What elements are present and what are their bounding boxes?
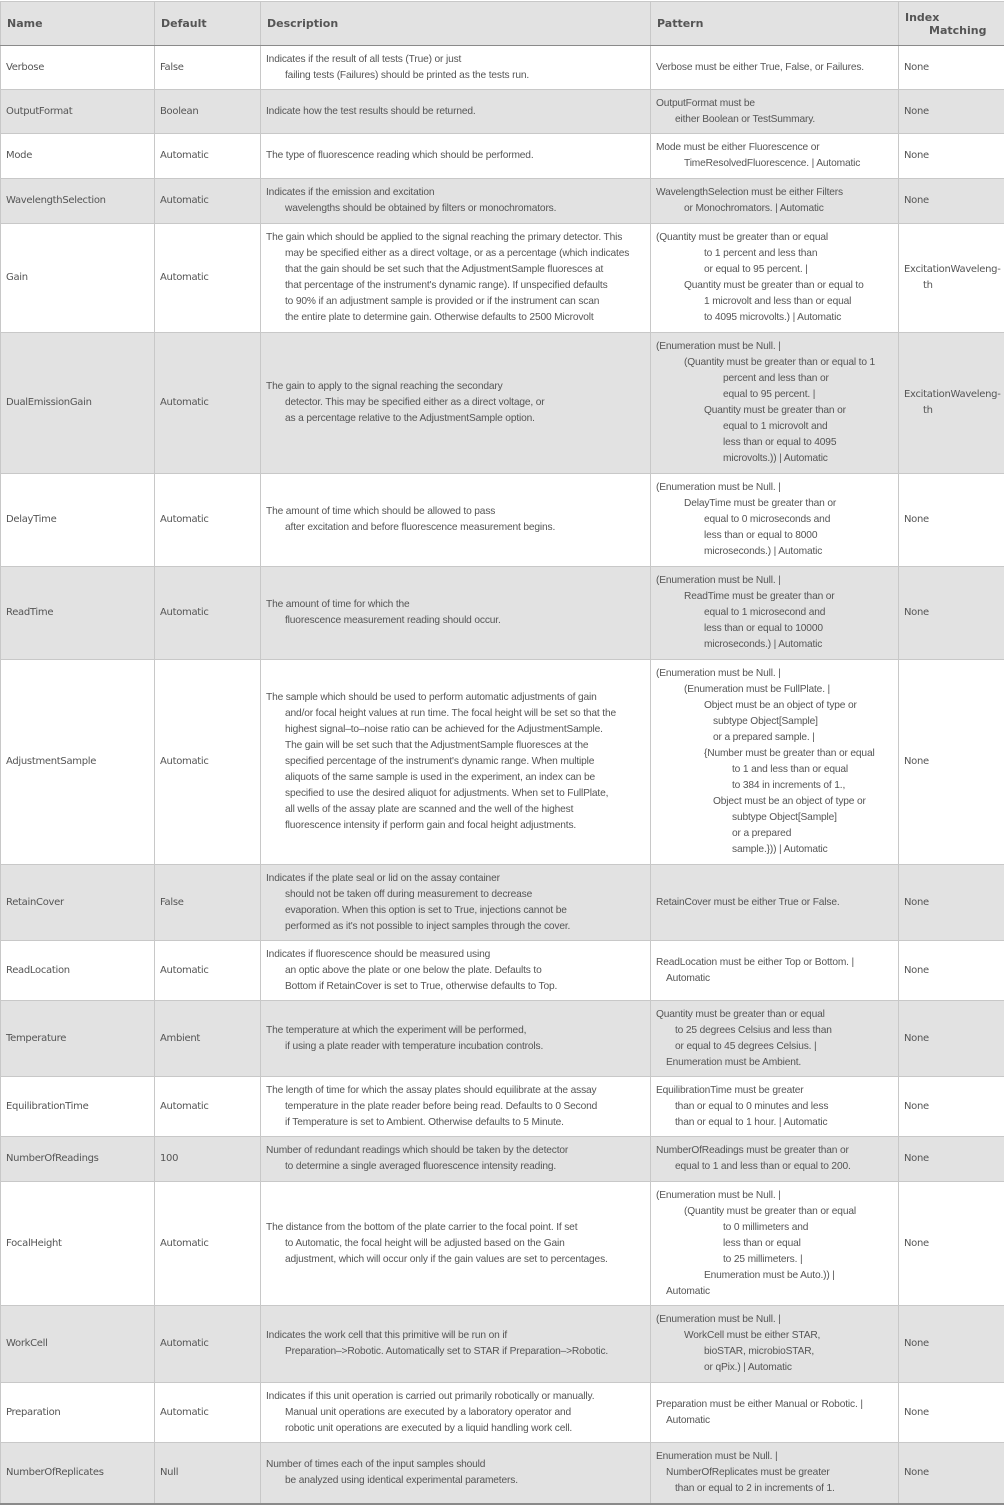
pattern-line: Automatic [656, 971, 893, 987]
option-name: FocalHeight [1, 1182, 155, 1306]
description-line: as a percentage relative to the AdjustmentSample option. [266, 411, 645, 427]
option-name: WavelengthSelection [1, 179, 155, 224]
pattern-line: equal to 1 microsecond and [656, 605, 893, 621]
pattern-line: Object must be an object of type or [656, 794, 893, 810]
option-name: OutputFormat [1, 90, 155, 134]
option-pattern [651, 1001, 899, 1077]
pattern-line: than or equal to 1 hour. | Automatic [656, 1115, 893, 1131]
table-row [1, 1443, 1004, 1504]
description-line: failing tests (Failures) should be printed as the tests run. [266, 68, 645, 84]
option-index-matching: None [899, 1077, 1004, 1137]
pattern-line: subtype Object[Sample] [656, 810, 893, 826]
option-description [261, 660, 651, 865]
pattern-line: (Enumeration must be Null. | [656, 480, 893, 496]
pattern-line: (Enumeration must be Null. | [656, 666, 893, 682]
pattern-line: (Enumeration must be Null. | [656, 1188, 893, 1204]
pattern-line: NumberOfReplicates must be greater [656, 1465, 893, 1481]
option-description [261, 224, 651, 333]
pattern-line: or a prepared sample. | [656, 730, 893, 746]
option-default: Automatic [155, 567, 261, 660]
option-index-matching: None [899, 567, 1004, 660]
pattern-line: OutputFormat must be [656, 96, 893, 112]
description-line: that the gain should be set such that the AdjustmentSample fluoresces at [266, 262, 645, 278]
option-pattern [651, 1077, 899, 1137]
option-pattern [651, 474, 899, 567]
option-index-matching: None [899, 134, 1004, 179]
option-name: DelayTime [1, 474, 155, 567]
description-line: specified to use the desired aliquot for adjustments. When set to FullPlate, [266, 786, 645, 802]
description-line: evaporation. When this option is set to True, injections cannot be [266, 903, 645, 919]
option-name: RetainCover [1, 865, 155, 941]
description-line: adjustment, which will occur only if the gain values are set to percentages. [266, 1252, 645, 1268]
header-description: Description [261, 2, 651, 46]
description-line: robotic unit operations are executed by a liquid handling work cell. [266, 1421, 645, 1437]
table-row [1, 1306, 1004, 1383]
pattern-line: Preparation must be either Manual or Robotic. | [656, 1397, 893, 1413]
option-index-matching [899, 333, 1004, 474]
pattern-line: to 25 degrees Celsius and less than [656, 1023, 893, 1039]
description-line: the entire plate to determine gain. Otherwise defaults to 2500 Microvolt [266, 310, 645, 326]
pattern-line: to 1 and less than or equal [656, 762, 893, 778]
description-line: Indicates if this unit operation is carried out primarily robotically or manually. [266, 1389, 645, 1405]
description-line: Indicate how the test results should be returned. [266, 104, 645, 120]
pattern-line: microvolts.)) | Automatic [656, 451, 893, 467]
table-row [1, 865, 1004, 941]
option-name: NumberOfReplicates [1, 1443, 155, 1504]
option-default: Boolean [155, 90, 261, 134]
option-pattern [651, 1383, 899, 1443]
option-index-matching: None [899, 46, 1004, 90]
option-description [261, 1383, 651, 1443]
pattern-line: microseconds.) | Automatic [656, 544, 893, 560]
option-description [261, 1077, 651, 1137]
description-line: if using a plate reader with temperature incubation controls. [266, 1039, 645, 1055]
description-line: all wells of the assay plate are scanned and the well of the highest [266, 802, 645, 818]
option-name: Preparation [1, 1383, 155, 1443]
pattern-line: DelayTime must be greater than or [656, 496, 893, 512]
description-line: Manual unit operations are executed by a laboratory operator and [266, 1405, 645, 1421]
option-name: Verbose [1, 46, 155, 90]
option-name: Gain [1, 224, 155, 333]
pattern-line: {Number must be greater than or equal [656, 746, 893, 762]
pattern-line: to 25 millimeters. | [656, 1252, 893, 1268]
option-index-matching: None [899, 1443, 1004, 1504]
option-default: 100 [155, 1137, 261, 1182]
option-description [261, 1443, 651, 1504]
pattern-line: equal to 95 percent. | [656, 387, 893, 403]
options-table [0, 1, 1004, 1505]
pattern-line: to 0 millimeters and [656, 1220, 893, 1236]
option-name: EquilibrationTime [1, 1077, 155, 1137]
pattern-line: sample.})) | Automatic [656, 842, 893, 858]
table-row [1, 1001, 1004, 1077]
option-default: Automatic [155, 134, 261, 179]
table-row [1, 567, 1004, 660]
pattern-line: less than or equal to 10000 [656, 621, 893, 637]
option-index-matching: None [899, 179, 1004, 224]
option-default: Ambient [155, 1001, 261, 1077]
pattern-line: subtype Object[Sample] [656, 714, 893, 730]
option-index-matching: None [899, 474, 1004, 567]
pattern-line: Enumeration must be Auto.)) | [656, 1268, 893, 1284]
pattern-line: Automatic [656, 1284, 893, 1300]
pattern-line: (Enumeration must be Null. | [656, 573, 893, 589]
option-pattern [651, 90, 899, 134]
pattern-line: bioSTAR, microbioSTAR, [656, 1344, 893, 1360]
description-line: Indicates if the plate seal or lid on the assay container [266, 871, 645, 887]
option-index-matching: None [899, 941, 1004, 1001]
option-name: AdjustmentSample [1, 660, 155, 865]
table-row [1, 941, 1004, 1001]
description-line: The distance from the bottom of the plate carrier to the focal point. If set [266, 1220, 645, 1236]
option-index-matching: None [899, 1182, 1004, 1306]
pattern-line: Enumeration must be Ambient. [656, 1055, 893, 1071]
index-matching-line: th [904, 403, 999, 419]
description-line: Number of redundant readings which should be taken by the detector [266, 1143, 645, 1159]
pattern-line: either Boolean or TestSummary. [656, 112, 893, 128]
description-line: aliquots of the same sample is used in the experiment, an index can be [266, 770, 645, 786]
pattern-line: or qPix.) | Automatic [656, 1360, 893, 1376]
table-row [1, 1383, 1004, 1443]
pattern-line: Quantity must be greater than or equal [656, 1007, 893, 1023]
pattern-line: 1 microvolt and less than or equal [656, 294, 893, 310]
description-line: performed as it's not possible to inject samples through the cover. [266, 919, 645, 935]
option-description [261, 46, 651, 90]
header-index-matching-line2: Matching [905, 24, 998, 37]
pattern-line: less than or equal to 4095 [656, 435, 893, 451]
option-description [261, 179, 651, 224]
option-pattern [651, 179, 899, 224]
pattern-line: less than or equal [656, 1236, 893, 1252]
option-pattern [651, 1182, 899, 1306]
option-default: False [155, 865, 261, 941]
header-index-matching [899, 2, 1004, 46]
description-line: The temperature at which the experiment will be performed, [266, 1023, 645, 1039]
pattern-line: WorkCell must be either STAR, [656, 1328, 893, 1344]
option-name: ReadTime [1, 567, 155, 660]
pattern-line: percent and less than or [656, 371, 893, 387]
option-name: ReadLocation [1, 941, 155, 1001]
pattern-line: (Enumeration must be Null. | [656, 339, 893, 355]
option-pattern [651, 333, 899, 474]
table-row [1, 660, 1004, 865]
pattern-line: Quantity must be greater than or equal to [656, 278, 893, 294]
pattern-line: Enumeration must be Null. | [656, 1449, 893, 1465]
pattern-line: or a prepared [656, 826, 893, 842]
description-line: fluorescence measurement reading should occur. [266, 613, 645, 629]
table-row [1, 1077, 1004, 1137]
index-matching-line: ExcitationWaveleng- [904, 387, 999, 403]
description-line: Indicates if fluorescence should be measured using [266, 947, 645, 963]
pattern-line: to 1 percent and less than [656, 246, 893, 262]
option-pattern [651, 1306, 899, 1383]
option-name: WorkCell [1, 1306, 155, 1383]
description-line: to determine a single averaged fluorescence intensity reading. [266, 1159, 645, 1175]
table-row [1, 224, 1004, 333]
pattern-line: or equal to 95 percent. | [656, 262, 893, 278]
option-description [261, 941, 651, 1001]
description-line: and/or focal height values at run time. The focal height will be set so that the [266, 706, 645, 722]
option-default: False [155, 46, 261, 90]
pattern-line: less than or equal to 8000 [656, 528, 893, 544]
description-line: fluorescence intensity if perform gain and focal height adjustments. [266, 818, 645, 834]
pattern-line: (Quantity must be greater than or equal to 1 [656, 355, 893, 371]
option-pattern [651, 1443, 899, 1504]
option-description [261, 865, 651, 941]
description-line: highest signal–to–noise ratio can be achieved for the AdjustmentSample. [266, 722, 645, 738]
pattern-line: ReadLocation must be either Top or Bottom. | [656, 955, 893, 971]
table-row [1, 333, 1004, 474]
description-line: The amount of time which should be allowed to pass [266, 504, 645, 520]
option-description [261, 333, 651, 474]
option-pattern [651, 660, 899, 865]
option-default: Automatic [155, 1077, 261, 1137]
option-index-matching: None [899, 660, 1004, 865]
header-name: Name [1, 2, 155, 46]
option-default: Automatic [155, 333, 261, 474]
description-line: should not be taken off during measurement to decrease [266, 887, 645, 903]
option-description [261, 1001, 651, 1077]
description-line: that percentage of the instrument's dynamic range). If unspecified defaults [266, 278, 645, 294]
index-matching-line: th [904, 278, 999, 294]
option-pattern [651, 1137, 899, 1182]
option-index-matching: None [899, 1306, 1004, 1383]
pattern-line: (Enumeration must be Null. | [656, 1312, 893, 1328]
description-line: Indicates if the result of all tests (True) or just [266, 52, 645, 68]
option-index-matching: None [899, 1383, 1004, 1443]
option-default: Automatic [155, 224, 261, 333]
pattern-line: (Quantity must be greater than or equal [656, 230, 893, 246]
option-description [261, 134, 651, 179]
description-line: The gain will be set such that the AdjustmentSample fluoresces at the [266, 738, 645, 754]
option-pattern [651, 134, 899, 179]
option-default: Automatic [155, 474, 261, 567]
description-line: The length of time for which the assay plates should equilibrate at the assay [266, 1083, 645, 1099]
description-line: The type of fluorescence reading which should be performed. [266, 148, 645, 164]
description-line: Indicates the work cell that this primitive will be run on if [266, 1328, 645, 1344]
pattern-line: equal to 0 microseconds and [656, 512, 893, 528]
pattern-line: (Quantity must be greater than or equal [656, 1204, 893, 1220]
description-line: be analyzed using identical experimental parameters. [266, 1473, 645, 1489]
option-index-matching [899, 224, 1004, 333]
pattern-line: EquilibrationTime must be greater [656, 1083, 893, 1099]
description-line: detector. This may be specified either as a direct voltage, or [266, 395, 645, 411]
description-line: Preparation–>Robotic. Automatically set to STAR if Preparation–>Robotic. [266, 1344, 645, 1360]
option-name: NumberOfReadings [1, 1137, 155, 1182]
pattern-line: or Monochromators. | Automatic [656, 201, 893, 217]
option-pattern [651, 865, 899, 941]
description-line: to Automatic, the focal height will be adjusted based on the Gain [266, 1236, 645, 1252]
option-pattern [651, 567, 899, 660]
description-line: may be specified either as a direct voltage, or as a percentage (which indicates [266, 246, 645, 262]
option-default: Automatic [155, 941, 261, 1001]
description-line: specified percentage of the instrument's dynamic range. When multiple [266, 754, 645, 770]
option-index-matching: None [899, 90, 1004, 134]
table-row [1, 1182, 1004, 1306]
option-default: Automatic [155, 660, 261, 865]
pattern-line: (Enumeration must be FullPlate. | [656, 682, 893, 698]
pattern-line: than or equal to 0 minutes and less [656, 1099, 893, 1115]
table-body [1, 46, 1004, 1504]
option-index-matching: None [899, 1137, 1004, 1182]
pattern-line: Mode must be either Fluorescence or [656, 140, 893, 156]
pattern-line: WavelengthSelection must be either Filters [656, 185, 893, 201]
description-line: wavelengths should be obtained by filters or monochromators. [266, 201, 645, 217]
pattern-line: equal to 1 and less than or equal to 200. [656, 1159, 893, 1175]
pattern-line: TimeResolvedFluorescence. | Automatic [656, 156, 893, 172]
option-pattern [651, 46, 899, 90]
option-description [261, 1306, 651, 1383]
pattern-line: RetainCover must be either True or False. [656, 895, 893, 911]
option-default: Automatic [155, 1182, 261, 1306]
pattern-line: than or equal to 2 in increments of 1. [656, 1481, 893, 1497]
description-line: an optic above the plate or one below the plate. Defaults to [266, 963, 645, 979]
table-row [1, 179, 1004, 224]
option-default: Null [155, 1443, 261, 1504]
description-line: temperature in the plate reader before being read. Defaults to 0 Second [266, 1099, 645, 1115]
option-name: DualEmissionGain [1, 333, 155, 474]
option-description [261, 90, 651, 134]
table-row [1, 134, 1004, 179]
table-header-row [1, 2, 1004, 46]
pattern-line: ReadTime must be greater than or [656, 589, 893, 605]
pattern-line: microseconds.) | Automatic [656, 637, 893, 653]
header-default: Default [155, 2, 261, 46]
option-index-matching: None [899, 1001, 1004, 1077]
pattern-line: to 4095 microvolts.) | Automatic [656, 310, 893, 326]
option-default: Automatic [155, 1306, 261, 1383]
option-description [261, 474, 651, 567]
pattern-line: Quantity must be greater than or [656, 403, 893, 419]
table-row [1, 474, 1004, 567]
pattern-line: equal to 1 microvolt and [656, 419, 893, 435]
description-line: The sample which should be used to perform automatic adjustments of gain [266, 690, 645, 706]
header-index-matching-line1: Index [905, 11, 939, 24]
option-default: Automatic [155, 1383, 261, 1443]
pattern-line: or equal to 45 degrees Celsius. | [656, 1039, 893, 1055]
option-description [261, 567, 651, 660]
option-description [261, 1137, 651, 1182]
description-line: Indicates if the emission and excitation [266, 185, 645, 201]
header-pattern: Pattern [651, 2, 899, 46]
description-line: The gain to apply to the signal reaching the secondary [266, 379, 645, 395]
description-line: Number of times each of the input samples should [266, 1457, 645, 1473]
pattern-line: Object must be an object of type or [656, 698, 893, 714]
description-line: The gain which should be applied to the signal reaching the primary detector. This [266, 230, 645, 246]
index-matching-line: ExcitationWaveleng- [904, 262, 999, 278]
table-row [1, 1137, 1004, 1182]
table-row [1, 46, 1004, 90]
pattern-line: Automatic [656, 1413, 893, 1429]
description-line: The amount of time for which the [266, 597, 645, 613]
pattern-line: to 384 in increments of 1., [656, 778, 893, 794]
option-name: Mode [1, 134, 155, 179]
option-default: Automatic [155, 179, 261, 224]
option-pattern [651, 224, 899, 333]
option-index-matching: None [899, 865, 1004, 941]
description-line: to 90% if an adjustment sample is provided or if the instrument can scan [266, 294, 645, 310]
pattern-line: Verbose must be either True, False, or Failures. [656, 60, 893, 76]
table-row [1, 90, 1004, 134]
description-line: Bottom if RetainCover is set to True, otherwise defaults to Top. [266, 979, 645, 995]
pattern-line: NumberOfReadings must be greater than or [656, 1143, 893, 1159]
option-description [261, 1182, 651, 1306]
description-line: if Temperature is set to Ambient. Otherwise defaults to 5 Minute. [266, 1115, 645, 1131]
option-pattern [651, 941, 899, 1001]
description-line: after excitation and before fluorescence measurement begins. [266, 520, 645, 536]
option-name: Temperature [1, 1001, 155, 1077]
